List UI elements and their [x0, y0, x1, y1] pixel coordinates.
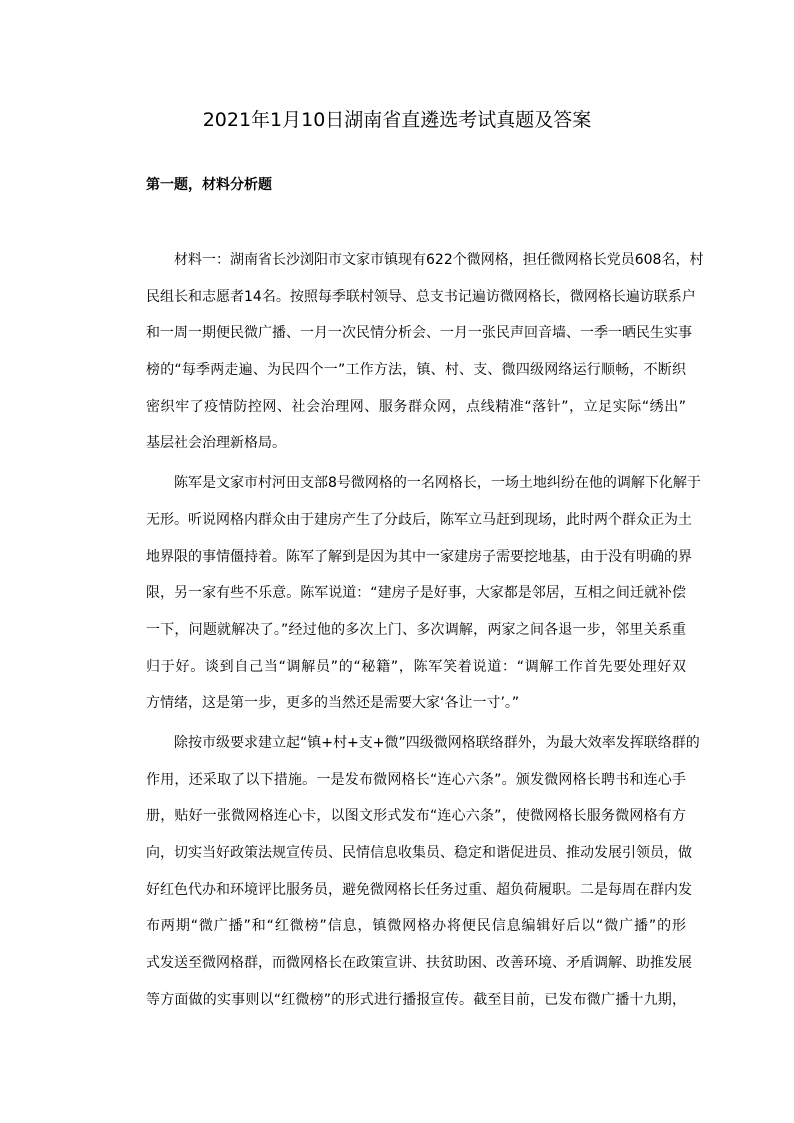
document-body — [146, 248, 704, 1027]
text-line: 民组长和志愿者14名。按照每季联村领导、总支书记遍访微网格长，微网格长遍访联系户 — [146, 288, 696, 305]
text-line: 归于好。谈到自己当“调解员”的“秘籍”，陈军笑着说道：“调解工作首先要处理好双 — [146, 658, 686, 675]
text-line: 除按市级要求建立起“镇+村+支+微”四级微网格联络群外，为最大效率发挥联络群的 — [174, 734, 700, 751]
text-line: 限，另一家有些不乐意。陈军说道：“建房子是好事，大家都是邻居，互相之间迁就补偿 — [146, 585, 686, 602]
paragraph — [146, 731, 700, 1025]
text-line: 陈军是文家市村河田支部8号微网格的一名网格长，一场土地纠纷在他的调解下化解于 — [174, 475, 701, 492]
paragraph — [146, 248, 704, 468]
text-line: 地界限的事情僵持着。陈军了解到是因为其中一家建房子需要挖地基，由于没有明确的界 — [146, 548, 692, 565]
text-line: 方情绪，这是第一步，更多的当然还是需要大家‘各让一寸’。” — [146, 695, 520, 712]
paragraph — [146, 471, 701, 728]
text-line: 基层社会治理新格局。 — [146, 435, 286, 452]
document-title: 2021年1月10日湖南省直遴选考试真题及答案 — [202, 109, 592, 131]
text-line: 布两期“微广播”和“红微榜”信息，镇微网格办将便民信息编辑好后以“微广播”的形 — [146, 918, 686, 935]
text-line: 向，切实当好政策法规宣传员、民情信息收集员、稳定和谐促进员、推动发展引领员，做 — [146, 845, 692, 861]
text-line: 和一周一期便民微广播、一月一次民情分析会、一月一张民声回音墙、一季一晒民生实事 — [146, 325, 692, 342]
text-line: 册，贴好一张微网格连心卡，以图文形式发布“连心六条”，使微网格长服务微网格有方 — [146, 808, 686, 825]
text-line: 一下，问题就解决了。”经过他的多次上门、多次调解，两家之间各退一步，邻里关系重 — [146, 621, 686, 638]
text-line: 材料一：湖南省长沙浏阳市文家市镇现有622个微网格，担任微网格长党员608名，村 — [174, 252, 704, 268]
text-line: 榜的“每季两走遍、为民四个一”工作方法，镇、村、支、微四级网络运行顺畅，不断织 — [146, 362, 686, 379]
text-line: 式发送至微网格群，而微网格长在政策宣讲、扶贫助困、改善环境、矛盾调解、助推发展 — [146, 955, 692, 972]
text-line: 密织牢了疫情防控网、社会治理网、服务群众网，点线精准“落针”，立足实际“绣出” — [146, 398, 686, 415]
text-line: 等方面做的实事则以“红微榜”的形式进行播报宣传。截至目前，已发布微广播十九期， — [146, 991, 686, 1008]
text-line: 作用，还采取了以下措施。一是发布微网格长“连心六条”。颁发微网格长聘书和连心手 — [146, 771, 686, 788]
text-line: 无形。听说网格内群众由于建房产生了分歧后，陈军立马赶到现场，此时两个群众正为土 — [146, 511, 692, 528]
text-line: 好红色代办和环境评比服务员，避免微网格长任务过重、超负荷履职。二是每周在群内发 — [146, 881, 692, 898]
section-heading: 第一题，材料分析题 — [146, 177, 272, 193]
